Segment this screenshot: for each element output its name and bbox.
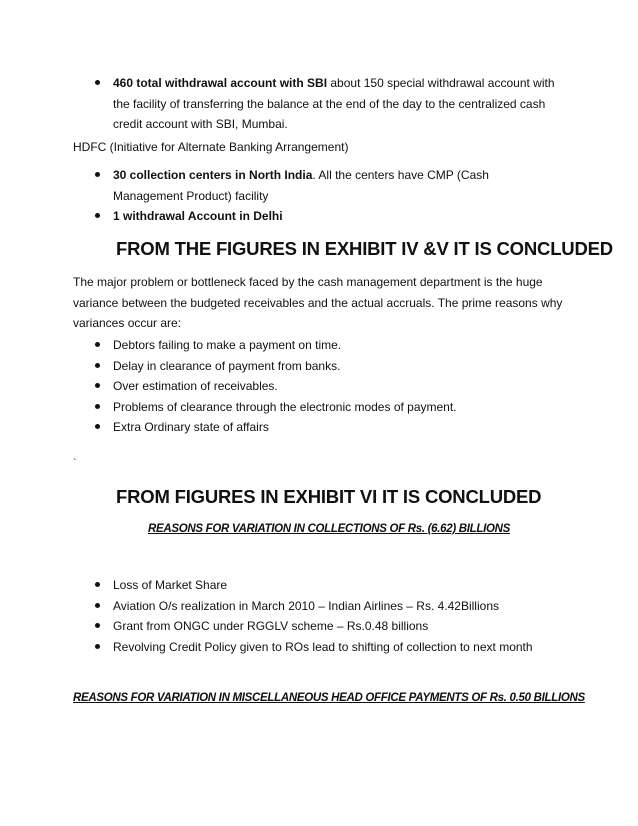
item-text: Extra Ordinary state of affairs xyxy=(113,420,269,434)
list-item xyxy=(73,616,593,637)
list-item xyxy=(73,417,573,438)
section-heading: FROM FIGURES IN EXHIBIT VI IT IS CONCLUDED xyxy=(116,486,542,507)
bullet-icon xyxy=(95,172,100,177)
bullet-icon xyxy=(95,383,100,388)
list-item xyxy=(73,376,573,397)
item-text: Loss of Market Share xyxy=(113,578,228,592)
subheading: REASONS FOR VARIATION IN MISCELLANEOUS HEAD OFFICE PAYMENTS OF Rs. 0.50 BILLIONS xyxy=(73,692,585,704)
bullet-icon xyxy=(95,623,100,628)
list-item xyxy=(73,165,553,206)
stray-mark: ` xyxy=(73,458,77,469)
bullet-icon xyxy=(95,404,100,409)
item-text: . All the centers have CMP (Cash Management Product) facility xyxy=(113,168,489,203)
list-item xyxy=(73,637,593,658)
bullet-icon xyxy=(95,363,100,368)
item-text: Revolving Credit Policy given to ROs lead to shifting of collection to next month xyxy=(113,639,533,654)
list-item xyxy=(73,73,573,135)
item-text: Grant from ONGC under RGGLV scheme – Rs.0.48 billions xyxy=(113,619,429,633)
item-text: Over estimation of receivables. xyxy=(113,379,278,393)
bold-text: 1 withdrawal Account in Delhi xyxy=(113,209,283,223)
item-text: Delay in clearance of payment from banks. xyxy=(113,358,341,373)
bold-text: 30 collection centers in North India xyxy=(113,168,313,182)
hdfc-heading: HDFC (Initiative for Alternate Banking Arrangement) xyxy=(73,140,349,154)
list-item xyxy=(73,335,573,356)
item-text: Debtors failing to make a payment on time. xyxy=(113,338,342,352)
reasons-list xyxy=(73,335,573,438)
bullet-icon xyxy=(95,342,100,347)
list-item xyxy=(73,356,573,377)
bold-text: 460 total withdrawal account with SBI xyxy=(113,76,328,90)
sbi-list xyxy=(73,73,573,135)
list-item xyxy=(73,397,573,418)
list-item xyxy=(73,575,593,596)
item-text: Aviation O/s realization in March 2010 – Indian Airlines – Rs. 4.42Billions xyxy=(113,598,499,613)
paragraph: The major problem or bottleneck faced by the cash management department is the huge variance between the budgeted receivables and the actual accruals. The prime reasons why variances occur are: xyxy=(73,275,563,330)
item-text: Problems of clearance through the electronic modes of payment. xyxy=(113,399,457,414)
bullet-icon xyxy=(95,213,100,218)
list-item xyxy=(73,596,593,617)
item-text: about 150 special withdrawal account with the facility of transferring the balance at the end of the day to the centralized cash credit account with SBI, Mumbai. xyxy=(113,76,555,131)
list-item xyxy=(73,206,553,227)
bullet-icon xyxy=(95,582,100,587)
hdfc-list xyxy=(73,165,553,227)
bullet-icon xyxy=(95,644,100,649)
collections-list xyxy=(73,575,593,657)
section-heading: FROM THE FIGURES IN EXHIBIT IV &V IT IS CONCLUDED xyxy=(116,238,613,259)
subheading: REASONS FOR VARIATION IN COLLECTIONS OF Rs. (6.62) BILLIONS xyxy=(148,523,511,535)
bullet-icon xyxy=(95,424,100,429)
bullet-icon xyxy=(95,603,100,608)
bullet-icon xyxy=(95,80,100,85)
